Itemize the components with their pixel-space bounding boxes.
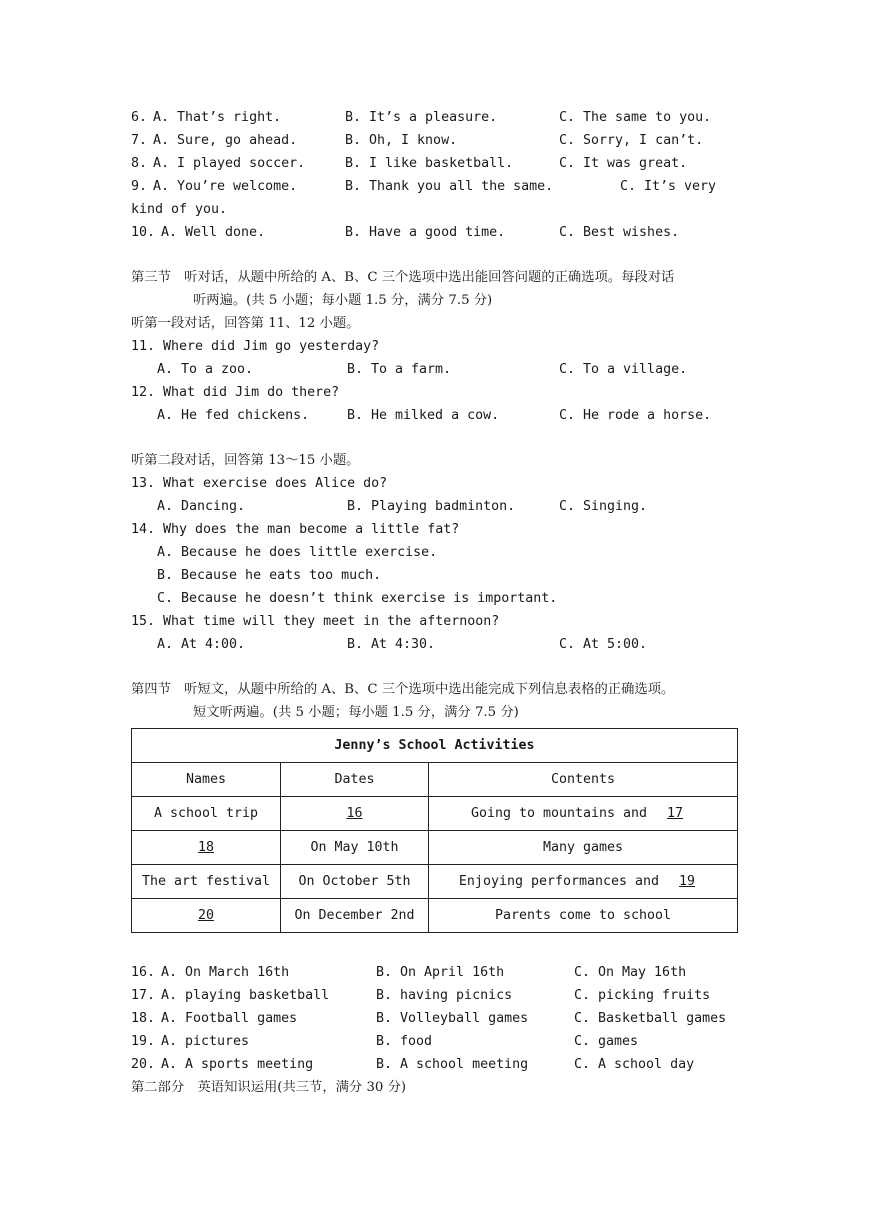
blank-20: 20: [197, 908, 214, 923]
option-a: A. That’s right.: [153, 110, 282, 125]
option-b: B. Thank you all the same.: [345, 179, 554, 194]
option-c: C. Singing.: [559, 499, 648, 514]
option-b: B. I like basketball.: [345, 156, 514, 171]
option-c: C. He rode a horse.: [559, 408, 712, 423]
question-number: 18.: [131, 1011, 156, 1026]
question-13: 13. What exercise does Alice do?: [131, 476, 388, 491]
question-number: 8.: [131, 156, 148, 171]
option-b: B. Have a good time.: [345, 225, 506, 240]
question-20-options: [131, 1053, 739, 1076]
option-a: A. Sure, go ahead.: [153, 133, 298, 148]
cell-content: [429, 797, 738, 831]
option-c: C. It was great.: [559, 156, 688, 171]
question-11-options: [131, 358, 739, 381]
spacer: [131, 427, 739, 449]
option-a: A. Well done.: [161, 225, 266, 240]
option-a: A. pictures: [161, 1034, 250, 1049]
cell-date: On May 10th: [281, 831, 429, 865]
option-b: B. To a farm.: [347, 362, 452, 377]
exam-page: [131, 106, 739, 1099]
column-header-dates: Dates: [281, 763, 429, 797]
part-2-heading: 第二部分 英语知识运用(共三节，满分 30 分): [131, 1080, 407, 1095]
question-7: [131, 129, 739, 152]
section-4: [131, 678, 739, 1099]
option-b: B. food: [376, 1034, 433, 1049]
question-10: [131, 221, 739, 244]
option-b: B. He milked a cow.: [347, 408, 500, 423]
cell-name: [132, 899, 281, 933]
cell-date: [281, 797, 429, 831]
question-11: 11. Where did Jim go yesterday?: [131, 339, 380, 354]
content-text: Enjoying performances and: [458, 874, 668, 889]
questions-6-10: [131, 106, 739, 244]
section-3: [131, 266, 739, 656]
question-14-option-b: B. Because he eats too much.: [157, 568, 382, 583]
question-16-options: [131, 961, 739, 984]
column-header-names: Names: [132, 763, 281, 797]
blank-17: 17: [667, 806, 684, 821]
spacer: [131, 244, 739, 266]
option-c: C. At 5:00.: [559, 637, 648, 652]
option-c: C. games: [574, 1034, 639, 1049]
blank-16: 16: [346, 806, 363, 821]
question-number: 17.: [131, 988, 156, 1003]
school-activities-table: [131, 728, 738, 933]
question-17-options: [131, 984, 739, 1007]
table-header-row: [132, 763, 738, 797]
cell-name: A school trip: [132, 797, 281, 831]
option-c: C. Best wishes.: [559, 225, 680, 240]
question-number: 10.: [131, 225, 156, 240]
question-number: 20.: [131, 1057, 156, 1072]
spacer: [131, 933, 739, 961]
section-3-heading-continued: 听两遍。(共 5 小题；每小题 1.5 分，满分 7.5 分): [193, 293, 493, 308]
cell-content: Many games: [429, 831, 738, 865]
option-a: A. To a zoo.: [157, 362, 254, 377]
option-b: B. Oh, I know.: [345, 133, 458, 148]
section-4-heading-continued: 短文听两遍。(共 5 小题；每小题 1.5 分，满分 7.5 分): [193, 705, 519, 720]
option-a: A. He fed chickens.: [157, 408, 310, 423]
option-c: C. On May 16th: [574, 965, 687, 980]
option-b: B. Volleyball games: [376, 1011, 529, 1026]
option-b: B. On April 16th: [376, 965, 505, 980]
option-c: C. The same to you.: [559, 110, 712, 125]
table-row: [132, 831, 738, 865]
question-15-options: [131, 633, 739, 656]
question-13-options: [131, 495, 739, 518]
section-3-heading: 第三节 听对话，从题中所给的 A、B、C 三个选项中选出能回答问题的正确选项。每段对话: [131, 270, 675, 285]
question-9-continued: [131, 198, 739, 221]
cell-content: Parents come to school: [429, 899, 738, 933]
question-6: [131, 106, 739, 129]
table-title-row: [132, 729, 738, 763]
option-a: A. On March 16th: [161, 965, 290, 980]
question-8: [131, 152, 739, 175]
question-number: 7.: [131, 133, 148, 148]
option-b: B. having picnics: [376, 988, 513, 1003]
question-19-options: [131, 1030, 739, 1053]
option-b: B. At 4:30.: [347, 637, 436, 652]
option-a: A. At 4:00.: [157, 637, 246, 652]
dialog-1-instruction: 听第一段对话，回答第 11、12 小题。: [131, 316, 360, 331]
cell-name: The art festival: [132, 865, 281, 899]
table-row: [132, 899, 738, 933]
option-c: C. A school day: [574, 1057, 695, 1072]
table-row: [132, 865, 738, 899]
option-c: C. It’s very: [620, 179, 717, 194]
question-15: 15. What time will they meet in the afternoon?: [131, 614, 500, 629]
option-a: A. Football games: [161, 1011, 298, 1026]
option-c: C. Basketball games: [574, 1011, 727, 1026]
answer-options-16-20: [131, 961, 739, 1076]
option-c: C. Sorry, I can’t.: [559, 133, 704, 148]
question-number: 19.: [131, 1034, 156, 1049]
question-12-options: [131, 404, 739, 427]
option-c-continued: kind of you.: [131, 202, 228, 217]
question-14-option-c: C. Because he doesn’t think exercise is important.: [157, 591, 558, 606]
option-b: B. It’s a pleasure.: [345, 110, 498, 125]
option-a: A. A sports meeting: [161, 1057, 314, 1072]
question-number: 6.: [131, 110, 148, 125]
content-text: Going to mountains and: [470, 806, 656, 821]
blank-19: 19: [679, 874, 696, 889]
question-14: 14. Why does the man become a little fat?: [131, 522, 460, 537]
cell-date: On October 5th: [281, 865, 429, 899]
question-14-option-a: A. Because he does little exercise.: [157, 545, 438, 560]
option-c: C. picking fruits: [574, 988, 711, 1003]
option-a: A. I played soccer.: [153, 156, 306, 171]
option-b: B. Playing badminton.: [347, 499, 516, 514]
blank-18: 18: [197, 840, 214, 855]
question-12: 12. What did Jim do there?: [131, 385, 340, 400]
question-9: [131, 175, 739, 198]
question-number: 9.: [131, 179, 148, 194]
column-header-contents: Contents: [429, 763, 738, 797]
option-b: B. A school meeting: [376, 1057, 529, 1072]
option-a: A. playing basketball: [161, 988, 330, 1003]
table-row: [132, 797, 738, 831]
table-title: Jenny’s School Activities: [132, 729, 738, 763]
dialog-2-instruction: 听第二段对话，回答第 13～15 小题。: [131, 453, 360, 468]
section-4-heading: 第四节 听短文，从题中所给的 A、B、C 三个选项中选出能完成下列信息表格的正确选项。: [131, 682, 675, 697]
cell-content: [429, 865, 738, 899]
cell-date: On December 2nd: [281, 899, 429, 933]
question-number: 16.: [131, 965, 156, 980]
option-a: A. You’re welcome.: [153, 179, 298, 194]
option-c: C. To a village.: [559, 362, 688, 377]
cell-name: [132, 831, 281, 865]
option-a: A. Dancing.: [157, 499, 246, 514]
spacer: [131, 656, 739, 678]
question-18-options: [131, 1007, 739, 1030]
